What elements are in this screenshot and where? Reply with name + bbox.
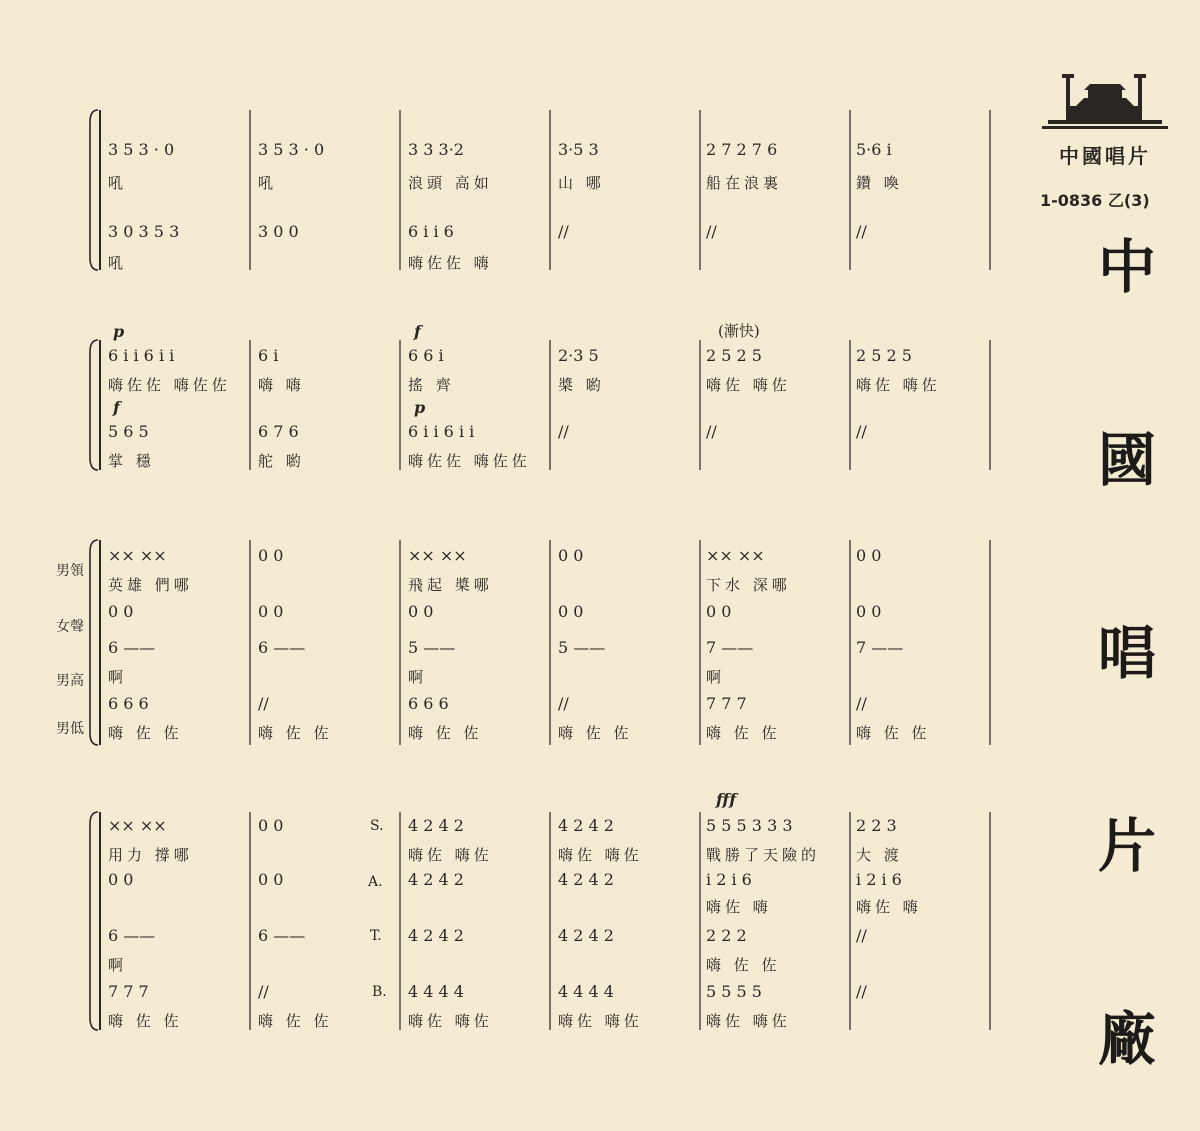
system4-row3-bar-5: 2 2 2 xyxy=(706,926,747,945)
system3-row1-lyrics-bar-5: 下水 深哪 xyxy=(706,576,791,594)
system3-row4-bar-2: // xyxy=(258,694,269,713)
system3-row4-bar-5: 7 7 7 xyxy=(706,694,747,713)
system3-row4-bar-3: 6 6 6 xyxy=(408,694,449,713)
system2-lower-lyrics-bar-2: 舵 喲 xyxy=(258,452,305,470)
catalog-number: 1-0836 乙(3) xyxy=(1040,191,1150,210)
system3-row3-bar-2: 6 —— xyxy=(258,638,306,657)
system3-row3-lyrics-bar-1: 啊 xyxy=(108,668,128,686)
system1-lower-bar-6: // xyxy=(856,222,867,241)
system2-upper-lyrics-bar-3: 搖 齊 xyxy=(408,376,455,394)
tiananmen-emblem-icon xyxy=(1040,70,1170,130)
system3-row1-lyrics-bar-3: 飛起 槳哪 xyxy=(408,576,493,594)
system-brace xyxy=(90,110,98,270)
system3-row3-bar-1: 6 —— xyxy=(108,638,156,657)
system3-row3-bar-3: 5 —— xyxy=(408,638,456,657)
system2-upper-lyrics-bar-5: 嗨佐 嗨佐 xyxy=(706,376,791,394)
system4-row1-bar-2: 0 0 xyxy=(258,816,284,835)
system1-lower-lyrics-bar-1: 吼 xyxy=(108,254,128,272)
system3-row2-bar-3: 0 0 xyxy=(408,602,434,621)
system4-row3-lyrics-bar-5: 嗨 佐 佐 xyxy=(706,956,781,974)
system-brace xyxy=(90,340,98,470)
vertical-title-char-3: 唱 xyxy=(1097,619,1156,687)
system3-row4-lyrics-bar-1: 嗨 佐 佐 xyxy=(108,724,183,742)
system1-upper-lyrics-bar-5: 船在浪裏 xyxy=(706,174,783,192)
system2-lower-bar-2: 6 7 6 xyxy=(258,422,299,441)
system4-row2-bar-6: i 2 i 6 xyxy=(856,870,902,889)
system2-upper-lyrics-bar-6: 嗨佐 嗨佐 xyxy=(856,376,941,394)
system1-lower-bar-4: // xyxy=(558,222,569,241)
dynamic-fff-system4: fff xyxy=(716,790,737,809)
system3-row2-bar-6: 0 0 xyxy=(856,602,882,621)
system4-row4-bar-4: 4 4 4 4 xyxy=(558,982,614,1001)
system2-lower-bar-4: // xyxy=(558,422,569,441)
system4-row3-bar-2: 6 —— xyxy=(258,926,306,945)
vertical-title-char-2: 國 xyxy=(1097,426,1156,494)
system4-row3-bar-3: 4 2 4 2 xyxy=(408,926,464,945)
system4-row4-lyrics-bar-3: 嗨佐 嗨佐 xyxy=(408,1012,493,1030)
system2-lower-bar-5: // xyxy=(706,422,717,441)
system2-lower-bar-1: 5 6 5 xyxy=(108,422,149,441)
system4-row1-lyrics-bar-3: 嗨佐 嗨佐 xyxy=(408,846,493,864)
system2-lower-lyrics-bar-3: 嗨佐佐 嗨佐佐 xyxy=(408,452,531,470)
dynamic-f-system2-upper: f xyxy=(414,322,421,341)
satb-label-t: T. xyxy=(370,928,382,944)
system3-row1-bar-2: 0 0 xyxy=(258,546,284,565)
system2-upper-bar-6: 2 5 2 5 xyxy=(856,346,912,365)
system1-upper-lyrics-bar-3: 浪頭 高如 xyxy=(408,174,493,192)
system3-row1-bar-4: 0 0 xyxy=(558,546,584,565)
system2-upper-lyrics-bar-4: 槳 喲 xyxy=(558,376,605,394)
system4-row4-bar-5: 5 5 5 5 xyxy=(706,982,762,1001)
system1-lower-bar-5: // xyxy=(706,222,717,241)
system1-upper-bar-4: 3·5 3 xyxy=(558,140,599,159)
satb-label-a: A. xyxy=(368,874,383,890)
system3-row4-bar-1: 6 6 6 xyxy=(108,694,149,713)
system4-row2-bar-4: 4 2 4 2 xyxy=(558,870,614,889)
system4-row3-lyrics-bar-1: 啊 xyxy=(108,956,128,974)
system3-row3-bar-5: 7 —— xyxy=(706,638,754,657)
system3-row2-bar-2: 0 0 xyxy=(258,602,284,621)
system2-upper-lyrics-bar-2: 嗨 嗨 xyxy=(258,376,305,394)
system1-upper-lyrics-bar-1: 吼 xyxy=(108,174,128,192)
system3-row4-lyrics-bar-2: 嗨 佐 佐 xyxy=(258,724,333,742)
system2-upper-bar-1: 6 i i 6 i i xyxy=(108,346,175,365)
system3-row1-bar-6: 0 0 xyxy=(856,546,882,565)
dynamic-p-system2-upper: p xyxy=(113,322,125,341)
system4-row3-bar-6: // xyxy=(856,926,867,945)
system1-upper-bar-6: 5·6 i xyxy=(856,140,892,159)
system1-upper-bar-2: 3 5 3 · 0 xyxy=(258,140,325,159)
system3-row2-bar-5: 0 0 xyxy=(706,602,732,621)
system3-row3-bar-6: 7 —— xyxy=(856,638,904,657)
system3-row2-bar-4: 0 0 xyxy=(558,602,584,621)
system1-upper-bar-1: 3 5 3 · 0 xyxy=(108,140,175,159)
system4-row4-bar-1: 7 7 7 xyxy=(108,982,149,1001)
system1-lower-lyrics-bar-3: 嗨佐佐 嗨 xyxy=(408,254,493,272)
system4-row2-bar-1: 0 0 xyxy=(108,870,134,889)
system1-lower-bar-3: 6 i i 6 xyxy=(408,222,454,241)
system2-upper-bar-2: 6 i xyxy=(258,346,279,365)
voice-label-tenor: 男高 xyxy=(56,673,84,689)
system4-row2-lyrics-bar-6: 嗨佐 嗨 xyxy=(856,898,922,916)
system4-row1-bar-5: 5 5 5 3 3 3 xyxy=(706,816,793,835)
satb-label-s: S. xyxy=(370,818,384,834)
vertical-title xyxy=(1092,233,1162,1073)
system3-row4-lyrics-bar-3: 嗨 佐 佐 xyxy=(408,724,483,742)
system3-row1-bar-1: ×× ×× xyxy=(108,546,167,565)
system4-row1-bar-4: 4 2 4 2 xyxy=(558,816,614,835)
vertical-title-char-5: 廠 xyxy=(1097,1005,1156,1073)
system3-row3-lyrics-bar-5: 啊 xyxy=(706,668,726,686)
system4-row4-bar-6: // xyxy=(856,982,867,1001)
tempo-mark: (漸快) xyxy=(718,322,760,340)
system4-row2-bar-3: 4 2 4 2 xyxy=(408,870,464,889)
system3-row3-lyrics-bar-3: 啊 xyxy=(408,668,428,686)
system3-row4-lyrics-bar-4: 嗨 佐 佐 xyxy=(558,724,633,742)
voice-label-male-lead: 男領 xyxy=(56,563,84,579)
system4-row4-bar-2: // xyxy=(258,982,269,1001)
dynamic-f-system2-lower: f xyxy=(113,398,120,417)
satb-label-b: B. xyxy=(372,984,387,1000)
system3-row1-bar-3: ×× ×× xyxy=(408,546,467,565)
system4-row2-bar-2: 0 0 xyxy=(258,870,284,889)
system2-upper-lyrics-bar-1: 嗨佐佐 嗨佐佐 xyxy=(108,376,231,394)
system2-upper-bar-3: 6 6 i xyxy=(408,346,444,365)
system4-row4-lyrics-bar-2: 嗨 佐 佐 xyxy=(258,1012,333,1030)
system4-row1-lyrics-bar-6: 大 渡 xyxy=(856,846,903,864)
system1-upper-lyrics-bar-2: 吼 xyxy=(258,174,278,192)
system4-row1-bar-6: 2 2 3 xyxy=(856,816,897,835)
system4-row2-lyrics-bar-5: 嗨佐 嗨 xyxy=(706,898,772,916)
vertical-title-char-1: 中 xyxy=(1097,233,1156,301)
system2-lower-lyrics-bar-1: 掌 穩 xyxy=(108,452,155,470)
system3-row4-bar-4: // xyxy=(558,694,569,713)
system3-row2-bar-1: 0 0 xyxy=(108,602,134,621)
system1-upper-lyrics-bar-6: 鑽 喚 xyxy=(856,174,903,192)
system3-row3-bar-4: 5 —— xyxy=(558,638,606,657)
system2-upper-bar-4: 2·3 5 xyxy=(558,346,599,365)
voice-label-bass: 男低 xyxy=(56,721,84,737)
system4-row3-bar-4: 4 2 4 2 xyxy=(558,926,614,945)
voice-label-female: 女聲 xyxy=(56,619,84,635)
system3-row1-lyrics-bar-1: 英雄 們哪 xyxy=(108,576,193,594)
system3-row4-lyrics-bar-5: 嗨 佐 佐 xyxy=(706,724,781,742)
system3-row1-bar-5: ×× ×× xyxy=(706,546,765,565)
vertical-title-char-4: 片 xyxy=(1097,812,1156,880)
system4-row4-bar-3: 4 4 4 4 xyxy=(408,982,464,1001)
system-brace xyxy=(90,540,98,745)
system2-upper-bar-5: 2 5 2 5 xyxy=(706,346,762,365)
system4-row2-bar-5: i 2 i 6 xyxy=(706,870,752,889)
system1-upper-bar-5: 2 7 2 7 6 xyxy=(706,140,778,159)
system4-row1-bar-3: 4 2 4 2 xyxy=(408,816,464,835)
system4-row4-lyrics-bar-4: 嗨佐 嗨佐 xyxy=(558,1012,643,1030)
system1-lower-bar-1: 3 0 3 5 3 xyxy=(108,222,180,241)
system4-row1-lyrics-bar-5: 戰勝了天險的 xyxy=(706,846,821,864)
system1-lower-bar-2: 3 0 0 xyxy=(258,222,299,241)
system2-lower-bar-3: 6 i i 6 i i xyxy=(408,422,475,441)
system1-upper-lyrics-bar-4: 山 哪 xyxy=(558,174,605,192)
brand-logo xyxy=(1040,70,1170,168)
system3-row4-lyrics-bar-6: 嗨 佐 佐 xyxy=(856,724,931,742)
brand-name: 中國唱片 xyxy=(1059,144,1151,168)
system4-row1-bar-1: ×× ×× xyxy=(108,816,167,835)
dynamic-p-system2-lower: p xyxy=(414,398,426,417)
system4-row1-lyrics-bar-1: 用力 撐哪 xyxy=(108,846,193,864)
system4-row3-bar-1: 6 —— xyxy=(108,926,156,945)
system-brace xyxy=(90,812,98,1030)
system2-lower-bar-6: // xyxy=(856,422,867,441)
system4-row4-lyrics-bar-1: 嗨 佐 佐 xyxy=(108,1012,183,1030)
system4-row4-lyrics-bar-5: 嗨佐 嗨佐 xyxy=(706,1012,791,1030)
system3-row4-bar-6: // xyxy=(856,694,867,713)
system4-row1-lyrics-bar-4: 嗨佐 嗨佐 xyxy=(558,846,643,864)
system1-upper-bar-3: 3 3 3·2 xyxy=(408,140,464,159)
